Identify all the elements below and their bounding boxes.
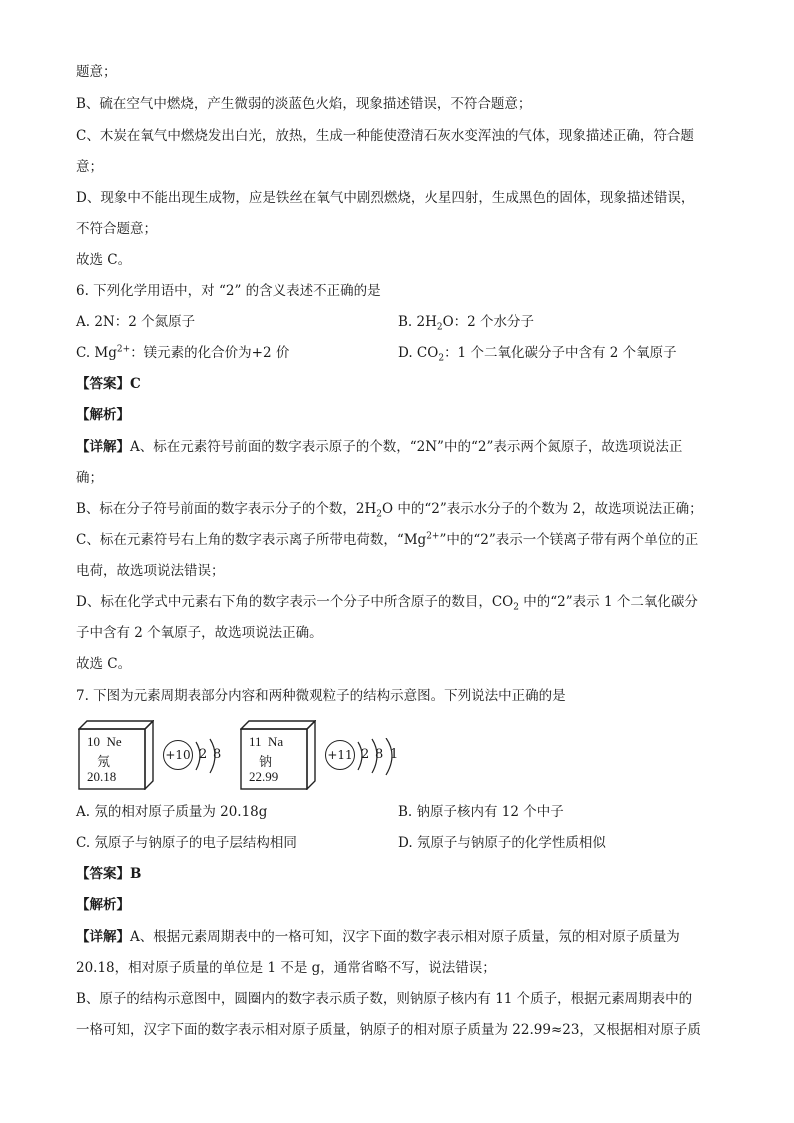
atom-diagram-na [324,738,408,778]
shell-electrons: 8 [375,747,384,762]
option-d: D. $CO_2$：1 个二氧化碳分子中含有 2 个氧原子 [398,345,677,364]
atom-diagram-ne [162,738,232,778]
text-line: C、木炭在氧气中燃烧发出白光，放热，生成一种能使澄清石灰水变浑浊的气体，现象描述正确，符合题 [76,128,694,144]
option-a: A. 2N：2 个氮原子 [76,314,196,330]
detail-line: 【详解】A、根据元素周期表中的一格可知，汉字下面的数字表示相对原子质量，氖的相对原子质量为 [76,929,680,945]
element-cell-ne [78,720,154,790]
detail-line: C、标在元素符号右上角的数字表示离子所带电荷数，“$Mg^{2+}$”中的“2”表示一个镁离子带有两个单位的正 [76,531,699,548]
atomic-number: 10 [87,734,100,749]
nucleus: +11 [325,740,355,770]
option-b: B. 钠原子核内有 12 个中子 [398,804,564,820]
text-line: 不符合题意； [76,221,157,237]
detail-line: 子中含有 2 个氧原子，故选项说法正确。 [76,625,323,641]
option-b: B. $2H_2O$：2 个水分子 [398,314,535,333]
answer-label: 【答案】B [76,866,142,882]
option-c: C. $Mg^{2+}$：镁元素的化合价为+2 价 [76,344,290,361]
atomic-mass: 22.99 [249,769,279,784]
detail-line: 确； [76,470,103,486]
element-symbol: Ne [106,734,122,749]
detail-line: 故选 C。 [76,656,132,672]
element-name: 钠 [259,755,273,770]
shell-electrons: 2 [199,747,208,762]
atomic-mass: 20.18 [87,769,117,784]
answer-label: 【答案】C [76,376,141,392]
option-c: C. 氖原子与钠原子的电子层结构相同 [76,835,297,851]
text-line: 题意； [76,64,117,80]
element-symbol: Na [268,734,284,749]
detail-line: 【详解】A、标在元素符号前面的数字表示原子的个数，“2N”中的“2”表示两个氮原子，故选项说法正 [76,439,683,455]
text-line: D、现象中不能出现生成物，应是铁丝在氧气中剧烈燃烧，火星四射，生成黑色的固体，现象描述错误， [76,190,695,206]
detail-line: 电荷，故选项说法错误； [76,563,225,579]
shell-electrons: 1 [390,747,399,762]
analysis-label: 【解析】 [76,897,130,913]
detail-line: B、原子的结构示意图中，圆圈内的数字表示质子数，则钠原子核内有 11 个质子，根据元素周期表中的 [76,991,693,1007]
atomic-number: 11 [249,734,262,749]
option-a: A. 氖的相对原子质量为 20.18g [76,804,268,820]
question-6-stem: 6. 下列化学用语中，对 “2” 的含义表述不正确的是 [76,283,381,299]
analysis-label: 【解析】 [76,407,130,423]
text-line: 意； [76,159,103,175]
option-d: D. 氖原子与钠原子的化学性质相似 [398,835,606,851]
element-cell-na [240,720,316,790]
detail-line: D、标在化学式中元素右下角的数字表示一个分子中所含原子的数目，$CO_2$ 中的“2”表示 1 个二氧化碳分 [76,594,698,613]
electron-shell-arcs [162,738,232,778]
nucleus: +10 [163,740,193,770]
detail-line: 20.18，相对原子质量的单位是 1 不是 g，通常省略不写，说法错误； [76,960,496,976]
element-name: 氖 [97,755,111,770]
question-7-stem: 7. 下图为元素周期表部分内容和两种微观粒子的结构示意图。下列说法中正确的是 [76,688,566,704]
text-line: 故选 C。 [76,252,132,268]
detail-line: B、标在分子符号前面的数字表示分子的个数，$2H_2O$ 中的“2”表示水分子的个数为 2，故选项说法正确； [76,501,703,520]
shell-electrons: 8 [213,747,222,762]
shell-electrons: 2 [361,747,370,762]
detail-line: 一格可知，汉字下面的数字表示相对原子质量，钠原子的相对原子质量为 22.99≈23，又根据相对原子质 [76,1022,701,1038]
text-line: B、硫在空气中燃烧，产生微弱的淡蓝色火焰，现象描述错误，不符合题意； [76,96,532,112]
